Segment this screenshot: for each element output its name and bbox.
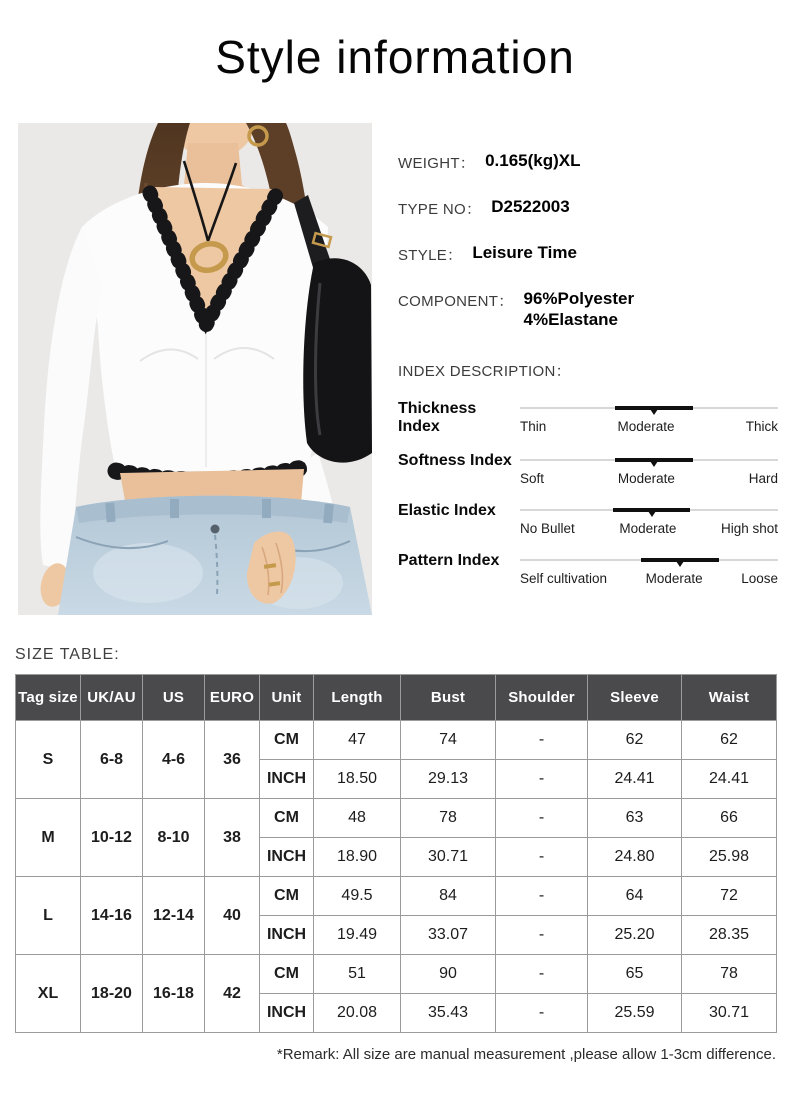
measure-cell: 18.90 (314, 838, 401, 877)
measure-cell: 25.20 (588, 916, 682, 955)
index-scale-label: Moderate (619, 521, 677, 536)
remark-text: *Remark: All size are manual measurement ,please allow 1-3cm difference. (276, 1046, 776, 1063)
measure-cell: 30.71 (682, 994, 777, 1033)
index-scale-label: Moderate (617, 419, 675, 434)
header-cell: Tag size (16, 675, 81, 721)
index-marker-icon (676, 561, 684, 567)
index-slider-track (520, 406, 778, 410)
measure-cell: 48 (314, 799, 401, 838)
unit-cell: CM (260, 721, 314, 760)
measure-cell: 74 (401, 721, 496, 760)
index-scale-label: Thick (745, 419, 778, 434)
measure-cell: - (496, 799, 588, 838)
measure-cell: 25.98 (682, 838, 777, 877)
size-value-cell: 40 (205, 877, 260, 955)
info-label: WEIGHT： (398, 155, 476, 172)
measure-cell: - (496, 994, 588, 1033)
index-description-heading: INDEX DESCRIPTION： (398, 363, 571, 380)
measure-cell: 29.13 (401, 760, 496, 799)
size-value-cell: 36 (205, 721, 260, 799)
info-label: TYPE NO： (398, 201, 482, 218)
measure-cell: 19.49 (314, 916, 401, 955)
component-line-1: 96%Polyester (523, 289, 635, 308)
measure-cell: 47 (314, 721, 401, 760)
measure-cell: 78 (682, 955, 777, 994)
header-cell: UK/AU (81, 675, 143, 721)
index-name: Elastic Index (398, 502, 496, 519)
index-scale (520, 471, 778, 486)
measure-cell: - (496, 916, 588, 955)
index-slider (520, 501, 778, 536)
index-scale-label: Hard (748, 471, 778, 486)
unit-cell: CM (260, 955, 314, 994)
index-slider-track (520, 458, 778, 462)
index-scale-label: Moderate (645, 571, 703, 586)
index-slider (520, 451, 778, 486)
size-value-cell: 18-20 (81, 955, 143, 1033)
index-name: Softness Index (398, 452, 512, 469)
unit-cell: CM (260, 877, 314, 916)
index-slider-track (520, 508, 778, 512)
index-row-elastic (398, 501, 778, 536)
info-value: Leisure Time (472, 243, 577, 262)
table-row (16, 955, 777, 994)
index-scale-label: High shot (720, 521, 778, 536)
index-slider-active (641, 558, 718, 562)
measure-cell: 65 (588, 955, 682, 994)
size-tag-cell: L (16, 877, 81, 955)
size-value-cell: 12-14 (143, 877, 205, 955)
measure-cell: 24.80 (588, 838, 682, 877)
index-slider-active (613, 508, 690, 512)
measure-cell: 64 (588, 877, 682, 916)
measure-cell: - (496, 838, 588, 877)
unit-cell: INCH (260, 838, 314, 877)
size-table-heading: SIZE TABLE: (15, 646, 120, 663)
header-cell: Unit (260, 675, 314, 721)
index-row-pattern (398, 551, 778, 586)
index-marker-icon (650, 409, 658, 415)
index-scale (520, 521, 778, 536)
info-row-weight (398, 150, 778, 173)
header-cell: Length (314, 675, 401, 721)
info-value: 0.165(kg)XL (485, 151, 581, 170)
header-cell: US (143, 675, 205, 721)
info-value: D2522003 (491, 197, 570, 216)
page-title: Style information (215, 31, 575, 83)
header-cell: Shoulder (496, 675, 588, 721)
measure-cell: 63 (588, 799, 682, 838)
index-slider-active (615, 406, 692, 410)
measure-cell: 84 (401, 877, 496, 916)
size-value-cell: 16-18 (143, 955, 205, 1033)
measure-cell: 78 (401, 799, 496, 838)
measure-cell: - (496, 955, 588, 994)
table-header-row (16, 675, 777, 721)
info-label: COMPONENT： (398, 293, 514, 310)
measure-cell: 20.08 (314, 994, 401, 1033)
size-value-cell: 8-10 (143, 799, 205, 877)
index-scale-label: Loose (741, 571, 778, 586)
info-row-style (398, 242, 778, 265)
index-row-softness (398, 451, 778, 486)
unit-cell: INCH (260, 994, 314, 1033)
info-label: STYLE： (398, 247, 463, 264)
index-row-thickness (398, 399, 778, 436)
size-tag-cell: S (16, 721, 81, 799)
measure-cell: - (496, 721, 588, 760)
table-row (16, 877, 777, 916)
measure-cell: 25.59 (588, 994, 682, 1033)
table-row (16, 799, 777, 838)
index-scale-label: Moderate (617, 471, 675, 486)
measure-cell: - (496, 760, 588, 799)
measure-cell: 72 (682, 877, 777, 916)
index-slider (520, 399, 778, 436)
measure-cell: 66 (682, 799, 777, 838)
size-value-cell: 6-8 (81, 721, 143, 799)
header-cell: Bust (401, 675, 496, 721)
product-photo (18, 123, 372, 615)
index-scale-label: Thin (520, 419, 547, 434)
size-tag-cell: M (16, 799, 81, 877)
unit-cell: INCH (260, 916, 314, 955)
header-cell: EURO (205, 675, 260, 721)
size-value-cell: 10-12 (81, 799, 143, 877)
table-row (16, 721, 777, 760)
measure-cell: 62 (588, 721, 682, 760)
unit-cell: INCH (260, 760, 314, 799)
info-row-type-no (398, 196, 778, 219)
jeans (58, 496, 372, 615)
measure-cell: 35.43 (401, 994, 496, 1033)
measure-cell: 24.41 (588, 760, 682, 799)
info-value (524, 288, 635, 330)
size-table (15, 674, 777, 1033)
measure-cell: 90 (401, 955, 496, 994)
measure-cell: 49.5 (314, 877, 401, 916)
measure-cell: 51 (314, 955, 401, 994)
index-name: Pattern Index (398, 552, 500, 569)
index-scale-label: Self cultivation (520, 571, 608, 586)
index-slider (520, 551, 778, 586)
measure-cell: 24.41 (682, 760, 777, 799)
measure-cell: 33.07 (401, 916, 496, 955)
info-section (398, 150, 778, 601)
size-tag-cell: XL (16, 955, 81, 1033)
unit-cell: CM (260, 799, 314, 838)
measure-cell: - (496, 877, 588, 916)
header-cell: Waist (682, 675, 777, 721)
size-value-cell: 38 (205, 799, 260, 877)
index-scale (520, 419, 778, 434)
size-table-section (15, 646, 776, 1063)
size-value-cell: 14-16 (81, 877, 143, 955)
measure-cell: 30.71 (401, 838, 496, 877)
index-scale-label: No Bullet (520, 521, 575, 536)
index-marker-icon (648, 511, 656, 517)
info-row-component (398, 288, 778, 330)
component-line-2: 4%Elastane (523, 310, 618, 329)
index-scale-label: Soft (520, 471, 545, 486)
measure-cell: 62 (682, 721, 777, 760)
index-name: Thickness Index (398, 400, 477, 435)
size-value-cell: 4-6 (143, 721, 205, 799)
index-scale (520, 571, 778, 586)
measure-cell: 18.50 (314, 760, 401, 799)
index-slider-active (615, 458, 692, 462)
size-value-cell: 42 (205, 955, 260, 1033)
header-cell: Sleeve (588, 675, 682, 721)
index-marker-icon (650, 461, 658, 467)
measure-cell: 28.35 (682, 916, 777, 955)
index-slider-track (520, 558, 778, 562)
